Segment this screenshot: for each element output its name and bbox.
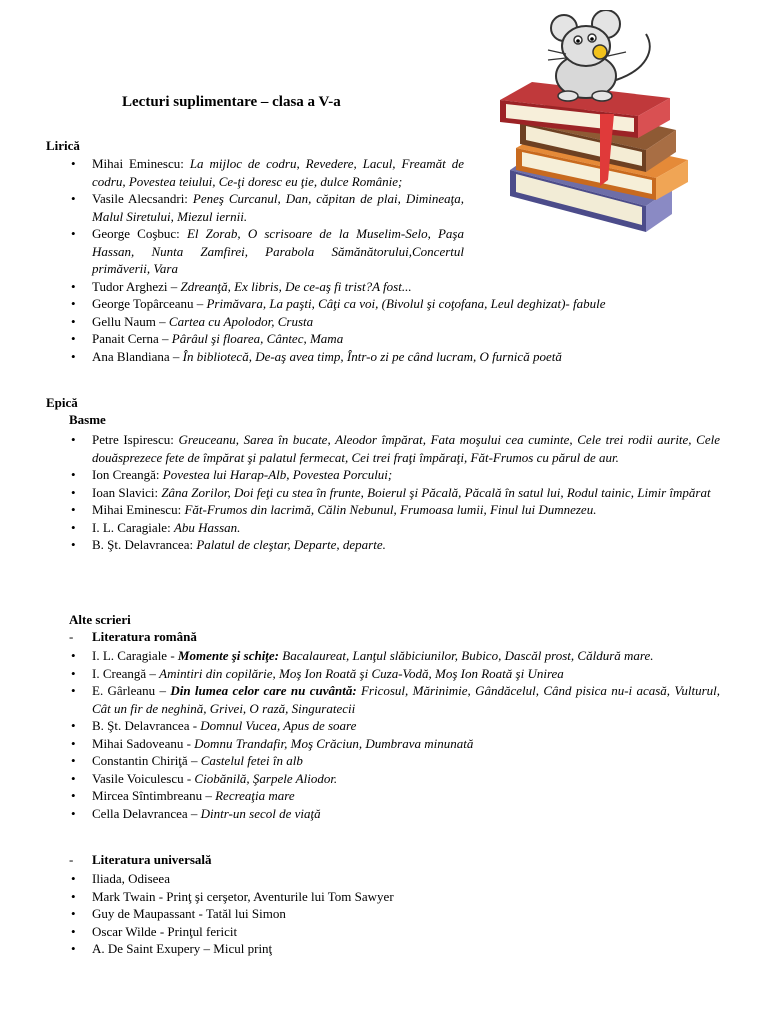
works-list: Bacalaureat, Lanţul slăbiciunilor, Bubico, Dascăl prost, Căldură mare. [279,648,654,663]
list-item [69,870,720,888]
works-list: Domnul Vucea, Apus de soare [200,718,357,733]
literatura-universala-label: Literatura universală [92,852,212,867]
item-text: Oscar Wilde - Prinţul fericit [92,923,238,939]
author-name: Mihai Sadoveanu - [92,735,195,751]
works-list: Făt-Frumos din lacrimă, Călin Nebunul, Frumoasa lumii, Finul lui Dumnezeu. [184,502,597,517]
works-list: El Zorab, O scrisoare de la Muselim-Selo, Paşa Hassan, Nunta Zamfirei, Parabola Sămănătorului,Concertul primăverii, Vara [92,226,464,276]
list-item [69,155,464,190]
list-item [69,190,464,225]
works-list: În bibliotecă, De-aş avea timp, Într-o zi pe când lucram, O furnică poetă [182,348,562,364]
author-name: Ion Creangă: [92,467,163,482]
list-item [69,519,720,537]
works-list: Dintr-un secol de viaţă [200,805,321,821]
list-item [69,278,720,296]
author-name: Constantin Chiriţă – [92,753,201,768]
heading-literatura-universala [69,852,212,868]
list-item [69,431,720,466]
collection-title: Momente şi schiţe: [177,648,280,663]
literatura-universala-list [69,870,720,958]
item-text: Mark Twain - Prinţ şi cerşetor, Aventurile lui Tom Sawyer [92,888,394,904]
list-item [69,225,464,278]
author-name: Vasile Voiculescu - [92,770,195,786]
list-item [69,501,720,519]
list-item [69,665,720,683]
author-name: Ana Blandiana – [92,348,183,364]
author-name: I. L. Caragiale - [92,648,178,663]
list-item [69,905,720,923]
item-text: Guy de Maupassant - Tatăl lui Simon [92,906,286,921]
list-item [69,484,720,502]
works-list: Castelul fetei în alb [200,753,303,768]
list-item [69,682,720,717]
list-item [69,466,720,484]
author-name: Cella Delavrancea – [92,805,201,821]
author-name: B. Şt. Delavrancea - [92,718,201,733]
list-item [69,752,720,770]
author-name: Mihai Eminescu: [92,156,190,171]
list-item [69,313,720,331]
works-list: Cartea cu Apolodor, Crusta [168,313,314,329]
author-name: Mihai Eminescu: [92,502,185,517]
works-list: Domnu Trandafir, Moş Crăciun, Dumbrava minunată [194,735,474,751]
list-item [69,787,720,805]
works-list: Ciobănilă, Şarpele Aliodor. [194,770,338,786]
collection-title: Din lumea celor care nu cuvântă: [170,683,357,698]
list-item [69,647,720,665]
author-name: Gellu Naum – [92,313,169,329]
author-name: Tudor Arghezi – [92,278,181,294]
list-item [69,805,720,823]
item-text: A. De Saint Exupery – Micul prinţ [92,941,273,956]
works-list: Greuceanu, Sarea în bucate, Aleodor împărat, Fata moşului cea cuminte, Cele trei rodii aurite, Cele douăsprezece fete de împărat şi palatul fermecat, Cei trei fraţi împăraţi, Făt-Frumos cu părul de aur. [92,432,720,465]
author-name: Vasile Alecsandri: [92,191,193,206]
list-item [69,770,720,788]
list-item [69,940,720,958]
works-list: Primăvara, La paşti, Câţi ca voi, (Bivolul şi coţofana, Leul deghizat)- fabule [206,296,606,311]
list-item [69,735,720,753]
subsection-heading-alte-scrieri: Alte scrieri [69,612,131,627]
literatura-romana-label: Literatura română [92,629,197,644]
item-text: Iliada, Odiseea [92,871,170,886]
author-name: George Topârceanu – [92,296,207,311]
literatura-romana-list [69,647,720,822]
author-name: Petre Ispirescu: [92,432,179,447]
works-list: Zâna Zorilor, Doi feţi cu stea în frunte, Boierul şi Păcală, Păcală în satul lui, Rodul tainic, Limir împărat [161,484,711,500]
dash-marker: - [69,629,74,644]
section-heading-lirica: Lirică [46,138,80,153]
list-item [69,348,720,366]
page-title: Lecturi suplimentare – clasa a V-a [122,94,341,110]
author-name: Mircea Sîntimbreanu – [92,788,216,803]
author-name: B. Şt. Delavrancea: [92,537,197,552]
works-list: La mijloc de codru, Revedere, Lacul, Freamăt de codru, Povestea teiului, Ce-ţi doresc eu ţie, dulce Românie; [92,156,464,189]
list-item [69,717,720,735]
subsection-heading-basme: Basme [69,412,106,427]
author-name: Panait Cerna – [92,331,172,346]
works-list: Recreaţia mare [215,788,295,803]
works-list: Amintiri din copilărie, Moş Ion Roată şi Cuza-Vodă, Moş Ion Roată şi Unirea [159,665,564,681]
list-item [69,536,720,554]
works-list: Palatul de cleştar, Departe, departe. [196,537,386,552]
works-list: Povestea lui Harap-Alb, Povestea Porcului; [162,467,393,482]
heading-literatura-romana [69,629,197,645]
works-list: Peneş Curcanul, Dan, căpitan de plai, Dimineaţa, Malul Siretului, Miezul iernii. [92,191,464,224]
basme-list [69,431,720,554]
list-item [69,295,720,313]
author-name: E. Gârleanu – [92,683,171,698]
list-item [69,888,720,906]
author-name: George Coşbuc: [92,226,187,241]
works-list: Pârâul şi floarea, Cântec, Mama [171,331,344,346]
works-list: Abu Hassan. [173,519,241,535]
author-name: I. L. Caragiale: [92,519,174,535]
section-heading-epica: Epică [46,395,78,410]
works-list: Fricosul, Mărinimie, Gândăcelul, Când pisica nu-i acasă, Vulturul, Cât un fir de neghină, Grivei, O rază, Singuratecii [92,683,720,716]
list-item [69,330,720,348]
author-name: Ioan Slavici: [92,484,162,500]
author-name: I. Creangă – [92,665,160,681]
list-item [69,923,720,941]
lirica-list [69,155,720,365]
works-list: Zdreanţă, Ex libris, De ce-aş fi trist?A fost... [180,278,412,294]
dash-marker: - [69,852,74,867]
